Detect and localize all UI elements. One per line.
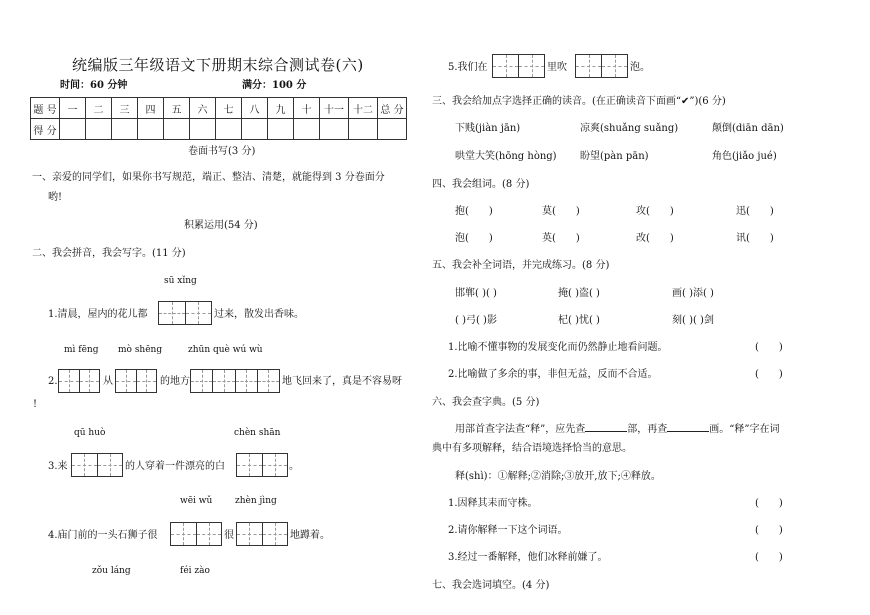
idiom-blank[interactable]: 画( )添( ) — [672, 288, 714, 299]
idiom-sentence-2: 2.比喻做了多余的事，非但无益，反而不合适。 — [448, 369, 658, 380]
score-cell: 七 — [216, 98, 242, 119]
pinyin-5b: féi zào — [180, 566, 210, 576]
score-cell: 三 — [112, 98, 138, 119]
answer-paren[interactable]: ( ) — [755, 342, 783, 353]
word-blank[interactable]: 抱( ) — [455, 206, 493, 217]
score-cell: 五 — [164, 98, 190, 119]
idiom-blank[interactable]: 刻( )( )剑 — [672, 315, 714, 326]
sentence-1-part-b: 过来，散发出香味。 — [214, 309, 304, 320]
pinyin-2a: mì fēng — [64, 345, 99, 355]
score-input-cell[interactable] — [320, 119, 349, 140]
dictionary-line-1 — [455, 424, 779, 436]
sentence-4-part-b: 很 — [224, 530, 234, 541]
score-cell: 六 — [190, 98, 216, 119]
pinyin-4a: wēi wǔ — [180, 496, 213, 506]
time-label: 时间：60 分钟 — [60, 80, 128, 91]
word-blank[interactable]: 泡( ) — [455, 233, 493, 244]
handwriting-heading: 卷面书写(3 分) — [188, 146, 256, 157]
writing-grid-3a[interactable] — [71, 453, 123, 477]
dictionary-line-2: 典中有多项解释，结合语境选择恰当的意思。 — [432, 443, 632, 454]
answer-paren[interactable]: ( ) — [755, 525, 783, 536]
dictionary-text-a: 用部首查字法查“释”，应先查 — [455, 424, 586, 435]
dictionary-sentence-1: 1.因释其耒而守株。 — [448, 498, 538, 509]
score-input-cell[interactable] — [190, 119, 216, 140]
question-6-heading: 六、我会查字典。(5 分) — [432, 397, 540, 408]
score-input-cell[interactable] — [112, 119, 138, 140]
score-label: 满分：100 分 — [242, 80, 307, 91]
pinyin-2c: zhūn què wú wù — [188, 345, 263, 355]
score-cell: 十一 — [320, 98, 349, 119]
sentence-2-part-c: 地飞回来了，真是不容易呀 — [282, 376, 402, 387]
score-table-score-row — [31, 119, 407, 140]
word-blank[interactable]: 改( ) — [636, 233, 674, 244]
stroke-blank[interactable] — [667, 431, 709, 432]
dictionary-text-c: 画。“释”字在词 — [709, 424, 780, 435]
sentence-2-part-a: 从 — [103, 376, 113, 387]
writing-grid-4b[interactable] — [236, 522, 288, 546]
question-7-heading: 七、我会选词填空。(4 分) — [432, 580, 550, 591]
writing-grid-1[interactable] — [158, 301, 212, 325]
sentence-5-part-a: 5.我们在 — [448, 62, 488, 73]
reading-option[interactable]: 角色(jiǎo jué) — [712, 151, 777, 162]
question-3-heading: 三、我会给加点字选择正确的读音。(在正确读音下面画“✔”)(6 分) — [432, 96, 726, 107]
score-table-header-row — [31, 98, 407, 119]
score-cell: 十二 — [349, 98, 378, 119]
score-cell: 十 — [294, 98, 320, 119]
question-5-heading: 五、我会补全词语，并完成练习。(8 分) — [432, 260, 610, 271]
score-cell: 一 — [60, 98, 86, 119]
question-1-line-1: 一、亲爱的同学们，如果你书写规范，端正、整洁、清楚，就能得到 3 分卷面分 — [32, 172, 385, 183]
pinyin-2b: mò shēng — [118, 345, 163, 355]
score-cell: 九 — [268, 98, 294, 119]
score-input-cell[interactable] — [164, 119, 190, 140]
reading-option[interactable]: 凉爽(shuǎng suǎng) — [580, 123, 679, 134]
score-cell: 总 分 — [378, 98, 407, 119]
word-blank[interactable]: 讯( ) — [736, 233, 774, 244]
score-input-cell[interactable] — [138, 119, 164, 140]
page-title: 统编版三年级语文下册期末综合测试卷(六) — [72, 56, 364, 74]
sentence-2-end: ! — [33, 399, 38, 410]
score-cell: 二 — [86, 98, 112, 119]
sentence-5-part-b: 里吹 — [547, 62, 567, 73]
writing-grid-4a[interactable] — [170, 522, 222, 546]
answer-paren[interactable]: ( ) — [755, 552, 783, 563]
idiom-blank[interactable]: ( )弓( )影 — [455, 315, 497, 326]
pinyin-5a: zǒu láng — [92, 566, 131, 576]
sentence-1-part-a: 1.清晨，屋内的花儿都 — [48, 309, 148, 320]
idiom-blank[interactable]: 掩( )盗( ) — [558, 288, 600, 299]
idiom-blank[interactable]: 杞( )忧( ) — [558, 315, 600, 326]
score-input-cell[interactable] — [268, 119, 294, 140]
definition-line: 释(shì)：①解释;②消除;③放开,放下;④释放。 — [455, 471, 661, 482]
question-1-line-2: 哟! — [48, 192, 63, 203]
sentence-2-part-b: 的地方 — [160, 376, 190, 387]
idiom-sentence-1: 1.比喻不懂事物的发展变化而仍然静止地看问题。 — [448, 342, 668, 353]
sentence-3-part-a: 3.来 — [48, 461, 68, 472]
reading-option[interactable]: 盼望(pàn pān) — [580, 151, 649, 162]
writing-grid-5a[interactable] — [492, 54, 545, 78]
sentence-2-number: 2. — [48, 376, 58, 387]
sentence-3-part-c: 。 — [289, 461, 299, 472]
answer-paren[interactable]: ( ) — [755, 498, 783, 509]
reading-option[interactable]: 哄堂大笑(hōng hòng) — [455, 151, 557, 162]
pinyin-3b: chèn shān — [234, 428, 281, 438]
score-cell: 得 分 — [31, 119, 60, 140]
reading-option[interactable]: 颠倒(diān dān) — [712, 123, 784, 134]
pinyin-1: sū xǐng — [164, 276, 197, 286]
word-blank[interactable]: 英( ) — [542, 233, 580, 244]
sentence-4-part-a: 4.庙门前的一头石狮子很 — [48, 530, 158, 541]
score-table — [30, 97, 407, 140]
score-input-cell[interactable] — [216, 119, 242, 140]
dictionary-text-b: 部，再查 — [627, 424, 668, 435]
pinyin-3a: qū huò — [74, 428, 106, 438]
word-blank[interactable]: 迅( ) — [736, 206, 774, 217]
writing-grid-2a[interactable] — [58, 369, 100, 393]
writing-grid-5b[interactable] — [575, 54, 628, 78]
word-blank[interactable]: 莫( ) — [542, 206, 580, 217]
score-input-cell[interactable] — [294, 119, 320, 140]
score-cell: 八 — [242, 98, 268, 119]
question-4-heading: 四、我会组词。(8 分) — [432, 179, 530, 190]
score-input-cell[interactable] — [378, 119, 407, 140]
score-input-cell[interactable] — [60, 119, 86, 140]
score-cell: 四 — [138, 98, 164, 119]
sentence-3-part-b: 的人穿着一件漂亮的白 — [125, 461, 225, 472]
radical-blank[interactable] — [585, 431, 627, 432]
word-blank[interactable]: 攻( ) — [636, 206, 674, 217]
dictionary-sentence-3: 3.经过一番解释，他们冰释前嫌了。 — [448, 552, 608, 563]
accumulate-heading: 积累运用(54 分) — [184, 220, 258, 231]
sentence-4-part-c: 地蹲着。 — [290, 530, 330, 541]
dictionary-sentence-2: 2.请你解释一下这个词语。 — [448, 525, 568, 536]
writing-grid-2b[interactable] — [115, 369, 157, 393]
score-input-cell[interactable] — [86, 119, 112, 140]
reading-option[interactable]: 下贱(jiàn jān) — [455, 123, 521, 134]
pinyin-4b: zhèn jìng — [235, 496, 277, 506]
score-input-cell[interactable] — [349, 119, 378, 140]
sentence-5-part-c: 泡。 — [630, 62, 650, 73]
answer-paren[interactable]: ( ) — [755, 369, 783, 380]
score-cell: 题 号 — [31, 98, 60, 119]
idiom-blank[interactable]: 邯郸( )( ) — [455, 288, 497, 299]
score-input-cell[interactable] — [242, 119, 268, 140]
writing-grid-2c[interactable] — [190, 369, 280, 393]
writing-grid-3b[interactable] — [236, 453, 288, 477]
question-2-heading: 二、我会拼音，我会写字。(11 分) — [32, 248, 186, 259]
